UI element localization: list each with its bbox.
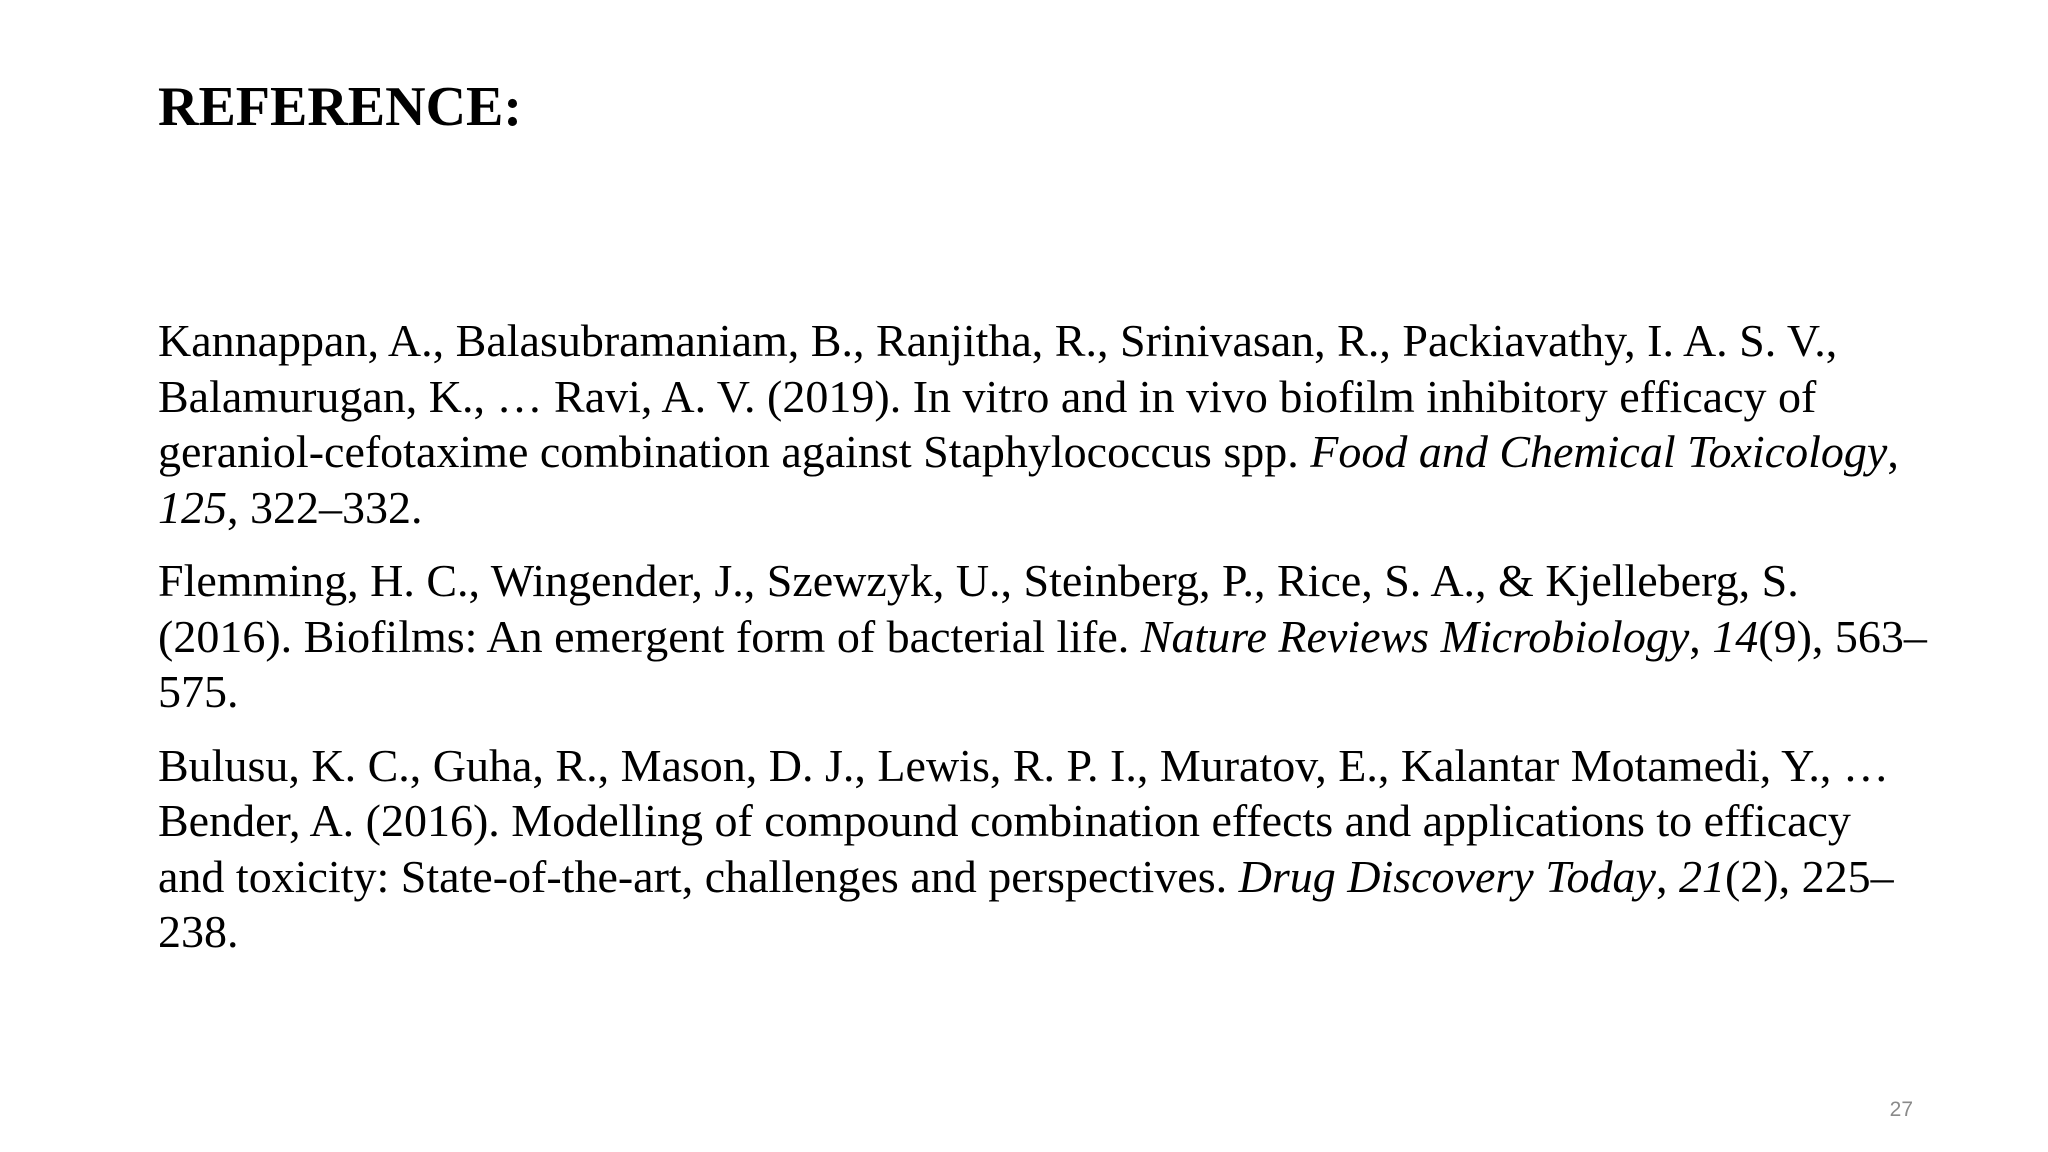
reference-text: Flemming, H. C., Wingender, J., Szewzyk, U., Steinberg, P., Rice, S. A., & Kjelleberg, S. (2016). Biofilms: An emergent form of bacterial life. (158, 555, 1799, 662)
reference-item (158, 553, 1928, 720)
journal-pages: , 322–332. (227, 481, 423, 533)
journal-name: Drug Discovery Today (1238, 850, 1656, 902)
reference-separator: , (1887, 426, 1899, 477)
journal-name: Food and Chemical Toxicology (1310, 426, 1888, 477)
journal-volume: 14 (1712, 610, 1759, 662)
journal-pages: , 225–238. (158, 850, 1894, 957)
reference-list (158, 313, 1928, 978)
journal-issue: (9) (1758, 610, 1812, 662)
journal-volume: 125 (158, 481, 227, 533)
reference-item (158, 738, 1928, 960)
page-number: 27 (1889, 1098, 1913, 1121)
journal-pages: , 563–575. (158, 610, 1927, 717)
journal-volume: 21 (1678, 850, 1725, 902)
reference-separator: , (1655, 850, 1679, 902)
reference-text: Kannappan, A., Balasubramaniam, B., Ranjitha, R., Srinivasan, R., Packiavathy, I. A. S. V., Balamurugan, K., … Ravi, A. V. (2019). In vitro and in vivo biofilm inhibitory efficacy of geraniol-cefotaxime combination against Staphylococcus spp. (158, 315, 1838, 477)
reference-item (158, 313, 1928, 535)
reference-separator: , (1689, 610, 1713, 662)
page-title: REFERENCE: (158, 76, 523, 138)
journal-issue: (2) (1724, 850, 1779, 902)
reference-text: Bulusu, K. C., Guha, R., Mason, D. J., Lewis, R. P. I., Muratov, E., Kalantar Motamedi, Y., … Bender, A. (2016). Modelling of compound combination effects and applications to efficacy and toxicity: State-of-the-art, challenges and perspectives. (158, 739, 1889, 902)
journal-name: Nature Reviews Microbiology (1140, 610, 1690, 662)
